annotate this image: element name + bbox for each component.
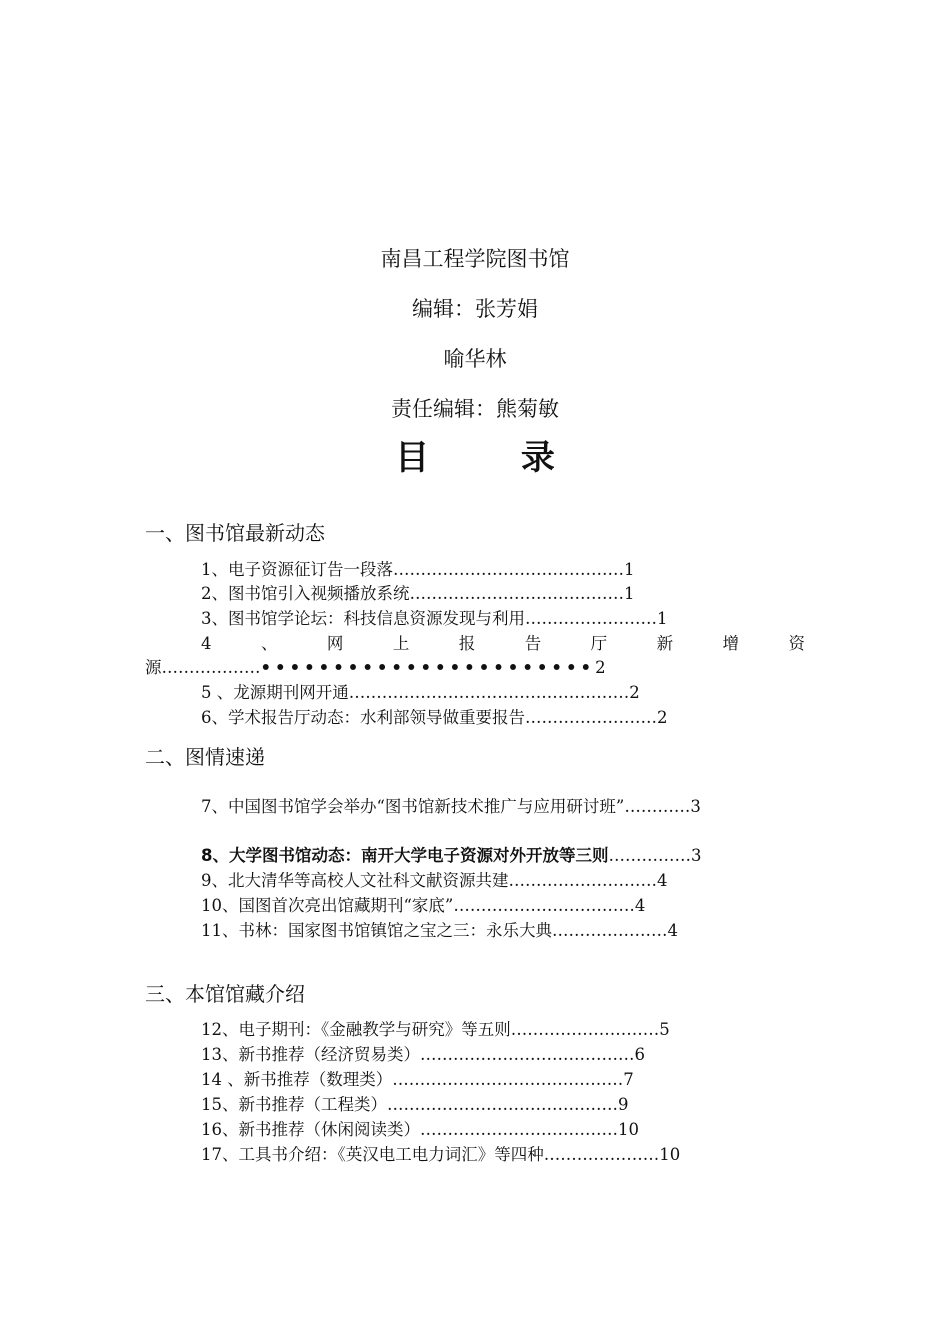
toc-entry-title: 7、中国图书馆学会举办“图书馆新技术推广与应用研讨班” <box>201 797 625 816</box>
toc-entry[interactable] <box>201 1043 645 1067</box>
toc-entry-leader: …………………………………… <box>393 560 624 579</box>
toc-entry-page: 10 <box>618 1120 639 1139</box>
toc-entry-leader: …………………………………… <box>392 1070 624 1089</box>
toc-entry-leader: ……………………… <box>508 871 657 890</box>
toc-entry-title: 16、新书推荐（休闲阅读类） <box>201 1120 420 1139</box>
toc-entry[interactable] <box>201 919 678 943</box>
toc-entry-title-part: 网 <box>326 634 344 653</box>
toc-entry-leader: ……………………… <box>510 1020 660 1039</box>
toc-entry[interactable] <box>201 1018 670 1042</box>
toc-entry-title-part: 4 <box>201 634 212 653</box>
toc-entry-leader: …………………… <box>525 609 657 628</box>
toc-entry-title: 3、图书馆学论坛：科技信息资源发现与利用 <box>201 609 525 628</box>
toc-entry-title: 11、书林：国家图书馆镇馆之宝之三：永乐大典 <box>201 921 552 940</box>
toc-entry-page: 10 <box>659 1145 681 1164</box>
editor-line: 编辑：张芳娟 <box>412 297 538 321</box>
toc-entry-title: 15、新书推荐（工程类） <box>201 1095 387 1114</box>
toc-entry[interactable] <box>201 1093 629 1117</box>
toc-title <box>0 438 950 478</box>
toc-entry[interactable] <box>201 558 635 582</box>
toc-entry-page: 2 <box>657 708 668 727</box>
toc-entry-title: 5 、龙源期刊网开通 <box>201 683 349 702</box>
toc-entry-leader-bold: ••••••••••••••••••••••• <box>260 658 596 677</box>
toc-entry-page: 1 <box>624 584 635 603</box>
section-heading: 一、图书馆最新动态 <box>145 521 325 545</box>
toc-entry-page: 6 <box>634 1045 645 1064</box>
toc-entry-leader: ……………… <box>161 658 261 677</box>
toc-entry-title-part: 报 <box>458 634 476 653</box>
toc-entry-leader: …………………………………… <box>387 1095 618 1114</box>
section-heading: 三、本馆馆藏介绍 <box>145 982 305 1006</box>
toc-entry-title-part: 资 <box>788 634 805 653</box>
toc-entry[interactable] <box>201 894 645 918</box>
toc-entry-title: 8、大学图书馆动态：南开大学电子资源对外开放等三则 <box>201 846 609 865</box>
toc-entry[interactable] <box>201 681 640 705</box>
toc-entry-leader: …………………… <box>525 708 657 727</box>
toc-entry-page: 1 <box>624 560 635 579</box>
toc-entry-page: 2 <box>629 683 640 702</box>
toc-entry-title: 14 、新书推荐（数理类） <box>201 1070 393 1089</box>
toc-entry-title: 10、国图首次亮出馆藏期刊“家底” <box>201 896 454 915</box>
chief-editor-line: 责任编辑：熊菊敏 <box>391 397 559 421</box>
toc-entry-title-part: 上 <box>392 634 410 653</box>
toc-entry-page: 5 <box>659 1020 670 1039</box>
toc-entry-page: 3 <box>690 797 701 816</box>
toc-entry[interactable] <box>201 869 668 893</box>
section-heading: 二、图情速递 <box>145 745 265 769</box>
toc-entry[interactable] <box>201 844 701 868</box>
toc-entry-title-part: 告 <box>524 634 542 653</box>
toc-entry-page: 4 <box>657 871 668 890</box>
toc-entry-page: 3 <box>690 846 702 865</box>
toc-title-char-2: 录 <box>520 438 555 478</box>
toc-entry-leader: …………………………… <box>453 896 635 915</box>
toc-entry-title: 9、北大清华等高校人文社科文献资源共建 <box>201 871 509 890</box>
toc-entry-leader: …………………………………………… <box>348 683 630 702</box>
toc-entry-title: 12、电子期刊：《金融教学与研究》等五则 <box>201 1020 511 1039</box>
toc-entry-title: 1、电子资源征订告一段落 <box>201 560 393 579</box>
toc-entry-title-part: 新 <box>656 634 674 653</box>
toc-entry-title: 13、新书推荐（经济贸易类） <box>201 1045 420 1064</box>
toc-entry[interactable] <box>201 795 701 819</box>
toc-entry-leader: ……………………………… <box>420 1120 618 1139</box>
editor2-line: 喻华林 <box>443 347 507 371</box>
toc-entry-title-part: 厅 <box>590 634 608 653</box>
toc-entry-page: 1 <box>657 609 668 628</box>
toc-entry-leader: ………………… <box>543 1145 660 1164</box>
toc-entry[interactable] <box>201 706 668 730</box>
toc-entry-title-continuation: 源 <box>145 658 162 677</box>
toc-entry[interactable] <box>201 607 668 631</box>
toc-entry-page: 4 <box>667 921 678 940</box>
toc-entry-page: 4 <box>634 896 646 915</box>
toc-entry-leader: ………………… <box>552 921 668 940</box>
toc-entry-leader: ………… <box>624 797 691 816</box>
toc-entry-leader: ………………………………… <box>409 584 624 603</box>
toc-entry-title: 2、图书馆引入视频播放系统 <box>201 584 410 603</box>
toc-entry-page: 7 <box>623 1070 634 1089</box>
toc-entry[interactable] <box>201 1118 639 1142</box>
toc-entry[interactable] <box>201 1143 680 1167</box>
toc-entry[interactable] <box>201 1068 634 1092</box>
toc-entry-continuation[interactable] <box>145 656 606 680</box>
toc-entry-leader: ………………………………… <box>420 1045 635 1064</box>
toc-title-char-1: 目 <box>395 438 430 478</box>
toc-entry-title-part: 、 <box>260 634 278 653</box>
toc-entry-leader: …………… <box>608 846 691 865</box>
toc-entry[interactable] <box>201 582 635 606</box>
toc-entry-justified[interactable] <box>201 632 805 656</box>
toc-entry-title: 17、工具书介绍：《英汉电工电力词汇》等四种 <box>201 1145 544 1164</box>
toc-entry-page: 2 <box>595 658 606 677</box>
toc-entry-page: 9 <box>618 1095 629 1114</box>
toc-entry-title: 6、学术报告厅动态：水利部领导做重要报告 <box>201 708 525 727</box>
library-name: 南昌工程学院图书馆 <box>380 247 570 271</box>
toc-entry-title-part: 增 <box>722 634 739 653</box>
